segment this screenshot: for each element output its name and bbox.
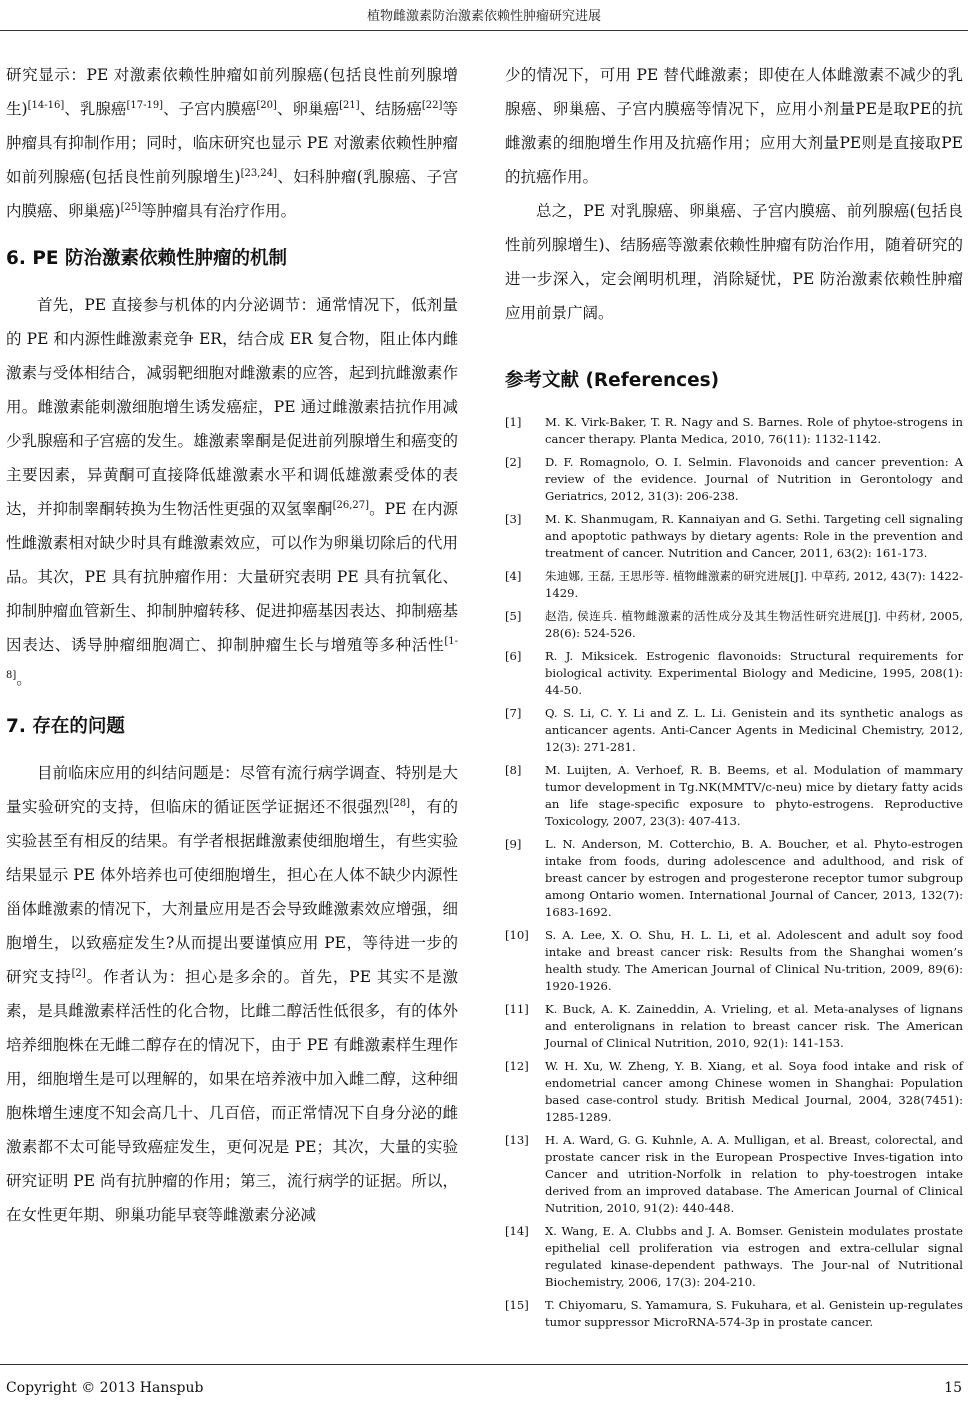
citation: [1-8] (6, 635, 458, 681)
reference-item (505, 1058, 963, 1126)
citation: [2] (71, 967, 86, 979)
reference-item (505, 608, 963, 642)
reference-item (505, 705, 963, 756)
citation: [21] (339, 99, 360, 111)
reference-number: [6] (505, 649, 522, 663)
reference-number: [4] (505, 569, 522, 583)
reference-number: [1] (505, 415, 522, 429)
paragraph-continued: 少的情况下，可用 PE 替代雌激素；即使在人体雌激素不减少的乳腺癌、卵巢癌、子宫内膜癌等情况下，应用小剂量PE是取PE的抗雌激素的细胞增生作用及抗癌作用；应用大剂量PE则是直接取PE的抗癌作用。 (505, 66, 963, 186)
reference-text: W. H. Xu, W. Zheng, Y. B. Xiang, et al. Soya food intake and risk of endometrial cancer among Chinese women in Shanghai: Population based case-control study. British Medical Journal, 2004, 328(7451): 1285-1289. (545, 1059, 963, 1124)
reference-item (505, 648, 963, 699)
reference-item (505, 454, 963, 505)
reference-text: M. K. Shanmugam, R. Kannaiyan and G. Sethi. Targeting cell signaling and apoptotic pathways by dietary agents: Role in the prevention and treatment of cancer. Nutrition and Cancer, 2011, 63(2): 161-173. (545, 512, 963, 560)
reference-item (505, 927, 963, 995)
reference-item (505, 762, 963, 830)
reference-number: [12] (505, 1059, 529, 1073)
reference-number: [5] (505, 609, 522, 623)
reference-text: S. A. Lee, X. O. Shu, H. L. Li, et al. Adolescent and adult soy food intake and breast cancer risk: Results from the Shanghai women’s health study. The American Journal of Clinical Nu-trition, 2009, 89(6): 1920-1926. (545, 928, 963, 993)
paragraph-conclusion: 总之，PE 对乳腺癌、卵巢癌、子宫内膜癌、前列腺癌(包括良性前列腺增生)、结肠癌等激素依赖性肿瘤有防治作用，随着研究的进一步深入，定会阐明机理，消除疑忧，PE 防治激素依赖性肿瘤应用前景广阔。 (505, 202, 963, 322)
reference-number: [9] (505, 837, 522, 851)
reference-list (505, 414, 963, 1331)
reference-item (505, 414, 963, 448)
left-column (6, 58, 458, 1232)
reference-text: K. Buck, A. K. Zaineddin, A. Vrieling, et al. Meta-analyses of lignans and enterolignans in relation to breast cancer risk. The American Journal of Clinical Nutrition, 2010, 92(1): 141-153. (545, 1002, 963, 1050)
citation: [20] (256, 99, 277, 111)
paragraph-issues: 目前临床应用的纠结问题是：尽管有流行病学调查、特别是大量实验研究的支持，但临床的循证医学证据还不很强烈[28]，有的实验甚至有相反的结果。有学者根据雌激素使细胞增生，有些实验结果显示 PE 体外培养也可使细胞增生，担心在人体不缺少内源性甾体雌激素的情况下，大剂量应用是否会导致雌激素效应增强，细胞增生，以致癌症发生?从而提出要谨慎应用 PE，等待进一步的研究支持[2]。作者认为：担心是多余的。首先，PE 其实不是激素，是具雌激素样活性的化合物，比雌二醇活性低很多，有的体外培养细胞株在无雌二醇存在的情况下，由于 PE 有雌激素样生理作用，细胞增生是可以理解的，如果在培养液中加入雌二醇，这种细胞株增生速度不知会高几十、几百倍，而正常情况下自身分泌的雌激素都不太可能导致癌症发生，更何况是 PE；其次，大量的实验研究证明 PE 尚有抗肿瘤的作用；第三，流行病学的证据。所以，在女性更年期、卵巢功能早衰等雌激素分泌减 (6, 764, 458, 1224)
reference-text: X. Wang, E. A. Clubbs and J. A. Bomser. Genistein modulates prostate epithelial cell proliferation via estrogen and extra-cellular signal regulated kinase-dependent pathways. The Jour-nal of Nutritional Biochemistry, 2006, 17(3): 204-210. (545, 1224, 963, 1289)
citation: [28] (389, 797, 411, 809)
reference-text: H. A. Ward, G. G. Kuhnle, A. A. Mulligan, et al. Breast, colorectal, and prostate cancer risk in the European Prospective Inves-tigation into Cancer and utrition-Norfolk in relation to phy-toestrogen intake derived from an improved database. The American Journal of Clinical Nutrition, 2010, 91(2): 440-448. (545, 1133, 963, 1215)
footer-rule (0, 1364, 968, 1365)
reference-number: [7] (505, 706, 522, 720)
reference-number: [2] (505, 455, 522, 469)
reference-item (505, 836, 963, 921)
reference-item (505, 1223, 963, 1291)
reference-text: 朱迪娜, 王磊, 王思彤等. 植物雌激素的研究进展[J]. 中草药, 2012, 43(7): 1422-1429. (545, 569, 963, 600)
citation: [23,24] (240, 167, 278, 179)
reference-text: Q. S. Li, C. Y. Li and Z. L. Li. Genistein and its synthetic analogs as anticancer agents. Anti-Cancer Agents in Medicinal Chemistry, 2012, 12(3): 271-281. (545, 706, 963, 754)
reference-text: L. N. Anderson, M. Cotterchio, B. A. Boucher, et al. Phyto-estrogen intake from foods, during adolescence and adulthood, and risk of breast cancer by estrogen and progesterone receptor tumor subgroup among Ontario women. International Journal of Cancer, 2013, 132(7): 1683-1692. (545, 837, 963, 919)
reference-item (505, 1001, 963, 1052)
reference-text: T. Chiyomaru, S. Yamamura, S. Fukuhara, et al. Genistein up-regulates tumor suppressor MicroRNA-574-3p in prostate cancer. (545, 1298, 963, 1329)
reference-number: [10] (505, 928, 529, 942)
reference-item (505, 1132, 963, 1217)
citation: [25] (120, 201, 142, 213)
copyright-notice: Copyright © 2013 Hanspub (6, 1380, 204, 1396)
citation: [14-16] (27, 99, 65, 111)
citation: [22] (421, 99, 443, 111)
citation: [26,27] (332, 499, 370, 511)
reference-text: M. K. Virk-Baker, T. R. Nagy and S. Barnes. Role of phytoe-strogens in cancer therapy. Planta Medica, 2010, 76(11): 1132-1142. (545, 415, 963, 446)
reference-text: R. J. Miksicek. Estrogenic flavonoids: Structural requirements for biological activity. Experimental Biology and Medicine, 1995, 208(1): 44-50. (545, 649, 963, 697)
reference-item (505, 568, 963, 602)
running-title: 植物雌激素防治激素依赖性肿瘤研究进展 (366, 9, 601, 24)
header-rule (0, 30, 968, 31)
paragraph-mechanism: 首先，PE 直接参与机体的内分泌调节：通常情况下，低剂量的 PE 和内源性雌激素竞争 ER，结合成 ER 复合物，阻止体内雌激素与受体相结合，减弱靶细胞对雌激素的应答，起到抗雌激素作用。雌激素能刺激细胞增生诱发癌症，PE 通过雌激素拮抗作用减少乳腺癌和子宫癌的发生。雄激素睾酮是促进前列腺增生和癌变的主要因素，异黄酮可直接降低雄激素水平和调低雄激素受体的表达，并抑制睾酮转换为生物活性更强的双氢睾酮[26,27]。PE 在内源性雌激素相对缺少时具有雌激素效应，可以作为卵巢切除后的代用品。其次，PE 具有抗肿瘤作用：大量研究表明 PE 具有抗氧化、抑制肿瘤血管新生、抑制肿瘤转移、促进抑癌基因表达、抑制癌基因表达、诱导肿瘤细胞凋亡、抑制肿瘤生长与增殖等多种活性[1-8]。 (6, 296, 458, 688)
reference-number: [3] (505, 512, 522, 526)
reference-number: [8] (505, 763, 522, 777)
citation: [17-19] (126, 99, 164, 111)
reference-text: D. F. Romagnolo, O. I. Selmin. Flavonoids and cancer prevention: A review of the evidence. Journal of Nutrition in Gerontology and Geriatrics, 2012, 31(3): 206-238. (545, 455, 963, 503)
paragraph-intro: 研究显示：PE 对激素依赖性肿瘤如前列腺癌(包括良性前列腺增生)[14-16]、乳腺癌[17-19]、子宫内膜癌[20]、卵巢癌[21]、结肠癌[22]等肿瘤具有抑制作用；同时，临床研究也显示 PE 对激素依赖性肿瘤如前列腺癌(包括良性前列腺增生)[23,24]、妇科肿瘤(乳腺癌、子宫内膜癌、卵巢癌)[25]等肿瘤具有治疗作用。 (6, 66, 458, 220)
right-column (505, 58, 963, 1337)
page-number: 15 (944, 1380, 962, 1396)
reference-item (505, 511, 963, 562)
reference-number: [13] (505, 1133, 529, 1147)
section-heading-7: 7. 存在的问题 (6, 716, 125, 737)
reference-text: 赵浩, 侯连兵. 植物雌激素的活性成分及其生物活性研究进展[J]. 中药材, 2005, 28(6): 524-526. (545, 609, 963, 640)
reference-number: [15] (505, 1298, 529, 1312)
reference-number: [11] (505, 1002, 529, 1016)
reference-item (505, 1297, 963, 1331)
reference-text: M. Luijten, A. Verhoef, R. B. Beems, et al. Modulation of mammary tumor development in Tg.NK(MMTV/c-neu) mice by dietary fatty acids an life stage-specific exposure to phyto-estrogens. Reproductive Toxicology, 2007, 23(3): 407-413. (545, 763, 963, 828)
section-heading-6: 6. PE 防治激素依赖性肿瘤的机制 (6, 248, 287, 269)
references-heading: 参考文献 (References) (505, 370, 720, 391)
reference-number: [14] (505, 1224, 529, 1238)
